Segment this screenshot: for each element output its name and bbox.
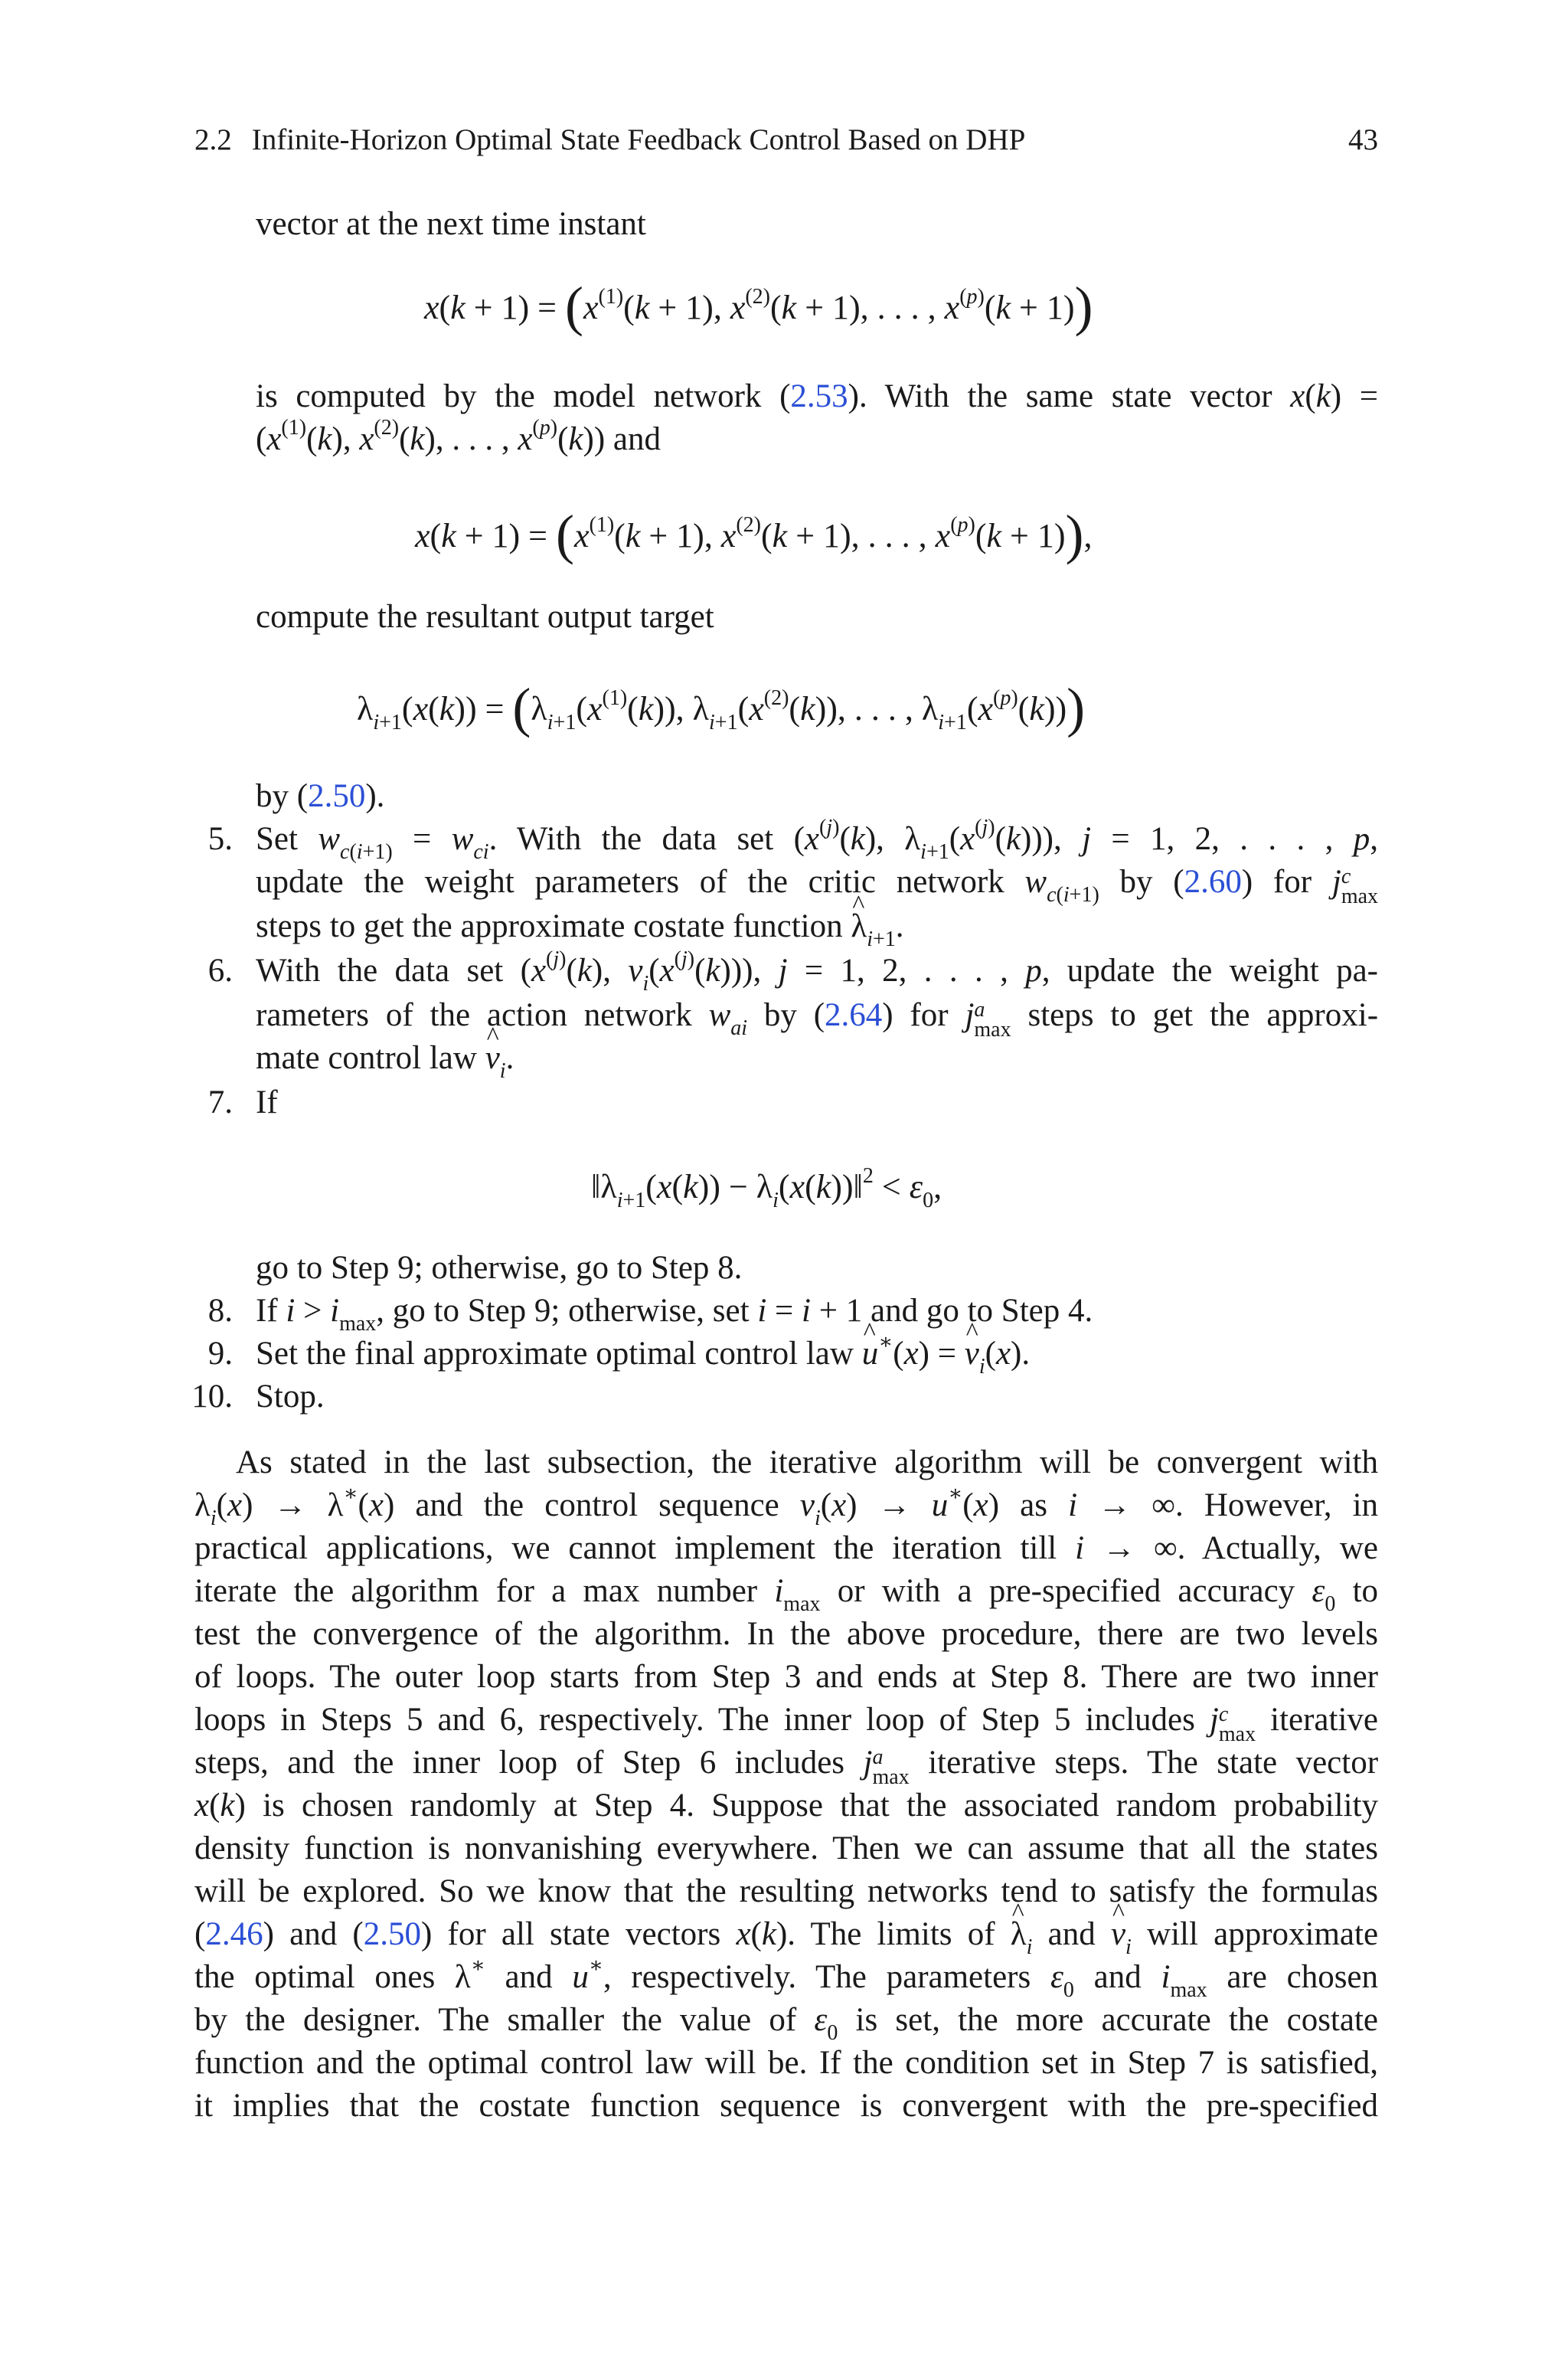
equation-link-2-50b[interactable]: 2.50 — [363, 1916, 421, 1952]
para-line-3: practical applications, we cannot implement the iteration till i → ∞. Actually, we — [194, 1530, 1378, 1566]
equation-link-2-50[interactable]: 2.50 — [308, 778, 366, 814]
step-10-number: 10. — [191, 1379, 233, 1415]
step-7-number: 7. — [207, 1084, 233, 1120]
equation-output-target: $\lambda_{i+1}(x(k)) = (\lambda_{i+1}(x^{(1)}(k))$, $\lambda_{i+1}(x^{(2)}(k))$, . . . , $\lambda_{i+1}(x^{(p)}(k))$) — [357, 677, 1086, 738]
step-7-goto: go to Step 9; otherwise, go to Step 8. — [256, 1250, 743, 1286]
step-6-line-3: mate control law ^ $v_i$. — [256, 1037, 514, 1080]
para-line-14: by the designer. The smaller the value of $\varepsilon_0$ is set, the more accurate the costate — [194, 2002, 1378, 2045]
step-6-number: 6. — [207, 953, 233, 989]
para-line-8: steps, and the inner loop of Step 6 includes j a max iterative steps. The state vector — [194, 1745, 1379, 1789]
step-5-number: 5. — [207, 821, 233, 857]
step-5-line-1: Set $w_{c(i+1)} = w_{ci}$. With the data set ($x^{(j)}(k)$, $\lambda_{i+1}(x^{(j)}(k))$), j = 1, 2, . . . , p, — [256, 816, 1378, 864]
para-line-5: test the convergence of the algorithm. In the above procedure, there are two levels — [194, 1616, 1378, 1652]
model-network-line: is computed by the model network (2.53). With the same state vector x(k) = — [256, 378, 1379, 414]
page-number: 43 — [1348, 123, 1378, 156]
para-line-12: (2.46) and (2.50) for all state vectors x(k). The limits of ^ $\lambda_i$ and ^ $v_i$ will approximate — [194, 1913, 1378, 1956]
step-5-line-3: steps to get the approximate costate function ^ $\lambda_{i+1}$. — [256, 905, 904, 948]
para-line-10: density function is nonvanishing everywhere. Then we can assume that all the states — [194, 1830, 1378, 1866]
equation-link-2-64[interactable]: 2.64 — [825, 997, 883, 1033]
para-line-15: function and the optimal control law will be. If the condition set in Step 7 is satisfied, — [194, 2045, 1378, 2081]
by-line: by (2.50). — [256, 778, 385, 814]
para-line-11: will be explored. So we know that the resulting networks tend to satisfy the formulas — [194, 1873, 1378, 1909]
chapter-title: Infinite-Horizon Optimal State Feedback Control Based on DHP — [251, 123, 1026, 156]
equation-convergence-condition: $‖\lambda_{i+1}(x(k))$ − $\lambda_i(x(k))‖^2 < \varepsilon_0$, — [591, 1164, 942, 1212]
equation-link-2-46[interactable]: 2.46 — [205, 1916, 263, 1952]
step-10-line: Stop. — [256, 1379, 325, 1415]
header-title — [194, 123, 1025, 157]
para-line-6: of loops. The outer loop starts from Step 3 and ends at Step 8. There are two inner — [194, 1659, 1378, 1695]
step-9-line: Set the final approximate optimal control law ^ u∗(x) = ^ $v_i(x)$. — [256, 1333, 1030, 1375]
intro-line: vector at the next time instant — [256, 206, 646, 242]
para-line-2: $\lambda_i(x) \to \lambda^∗(x)$ and the control sequence $v_i(x) \to u^∗(x)$ as i → ∞. However, in — [194, 1482, 1379, 1530]
compute-target-line: compute the resultant output target — [256, 599, 714, 635]
step-5-line-2: update the weight parameters of the critic network $w_{c(i+1)}$ by (2.60) for j c max — [256, 864, 1379, 908]
equation-link-2-60[interactable]: 2.60 — [1184, 864, 1242, 900]
equation-next-state-2: $x(k + 1) = (x^{(1)}(k + 1)$, $x^{(2)}(k + 1)$, . . . , $x^{(p)}(k + 1)$), — [415, 504, 1093, 565]
step-7-if: If — [256, 1084, 278, 1120]
para-line-1: As stated in the last subsection, the iterative algorithm will be convergent with — [236, 1444, 1378, 1480]
step-8-line: If $i > i_{max}$, go to Step 9; otherwise, set i = i + 1 and go to Step 4. — [256, 1293, 1093, 1336]
running-header — [194, 123, 1378, 161]
step-8-number: 8. — [207, 1293, 233, 1329]
para-line-9: x(k) is chosen randomly at Step 4. Suppose that the associated random probability — [194, 1788, 1378, 1824]
section-number: 2.2 — [194, 123, 232, 156]
step-6-line-1: With the data set ($x^{(j)}(k)$, $v_i(x^{(j)}(k))$), j = 1, 2, . . . , p, update the weight pa- — [256, 947, 1378, 996]
state-vector-line: ($x^{(1)}(k)$, $x^{(2)}(k)$, . . . , $x^{(p)}(k)$) and — [256, 416, 661, 457]
para-line-7: loops in Steps 5 and 6, respectively. The inner loop of Step 5 includes j c max iterative — [194, 1702, 1378, 1746]
equation-next-state-1: $x(k + 1) = (x^{(1)}(k + 1)$, $x^{(2)}(k + 1)$, . . . , $x^{(p)}(k + 1)$) — [424, 276, 1093, 337]
step-9-number: 9. — [207, 1336, 233, 1372]
equation-link-2-53[interactable]: 2.53 — [790, 378, 848, 414]
para-line-16: it implies that the costate function sequence is convergent with the pre-specified — [194, 2088, 1378, 2124]
para-line-4: iterate the algorithm for a max number $i_{max}$ or with a pre-specified accuracy $\varepsilon_0$ to — [194, 1573, 1379, 1616]
para-line-13: the optimal ones λ∗ and u∗, respectively. The parameters $\varepsilon_0$ and $i_{max}$ are chosen — [194, 1954, 1379, 2002]
step-6-line-2: rameters of the action network $w_{ai}$ by (2.64) for j a max steps to get the approxi- — [256, 997, 1379, 1042]
